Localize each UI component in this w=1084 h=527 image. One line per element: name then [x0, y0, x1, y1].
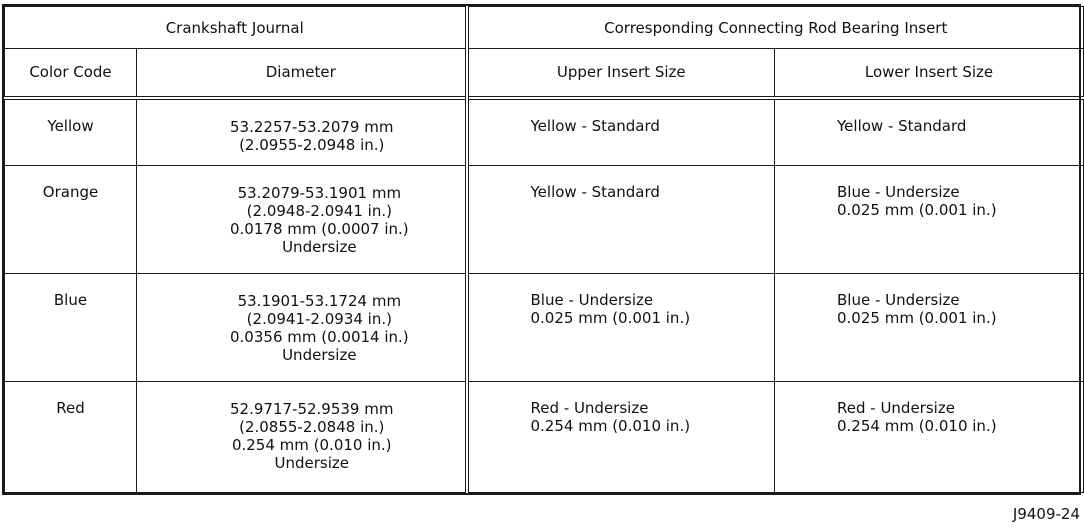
- table-row: [5, 166, 1084, 273]
- upper-insert-line: Blue - Undersize: [530, 290, 654, 309]
- bearing-table: [4, 6, 1084, 493]
- table-row: [5, 98, 1084, 166]
- diameter-line: (2.0948-2.0941 in.): [246, 202, 392, 221]
- table-row: [5, 273, 1084, 382]
- diameter-line: (2.0955-2.0948 in.): [239, 135, 385, 154]
- upper-insert-line: Yellow - Standard: [530, 116, 660, 135]
- diameter-line: 53.2079-53.1901 mm: [237, 184, 402, 203]
- diameter-cell: [137, 273, 467, 382]
- column-header-color-code: Color Code: [5, 49, 137, 98]
- diameter-line: 0.254 mm (0.010 in.): [231, 436, 392, 455]
- lower-insert-cell: [775, 273, 1084, 382]
- lower-insert-line: Yellow - Standard: [837, 116, 967, 135]
- upper-insert-line: Red - Undersize: [530, 399, 649, 418]
- diameter-cell: [137, 98, 467, 166]
- figure-id: J9409-24: [1012, 505, 1080, 523]
- group-header-connecting-rod-insert: Corresponding Connecting Rod Bearing Insert: [467, 7, 1084, 49]
- color-code-blue: Blue: [53, 290, 88, 309]
- color-code-red: Red: [56, 399, 85, 418]
- upper-insert-cell: [467, 98, 775, 166]
- color-code-cell: [5, 98, 137, 166]
- diameter-cell: [137, 382, 467, 493]
- diameter-line: 0.0178 mm (0.0007 in.): [230, 220, 409, 239]
- column-header-diameter: Diameter: [137, 49, 467, 98]
- diameter-line: 52.9717-52.9539 mm: [230, 400, 394, 419]
- group-header-row: [5, 7, 1084, 49]
- upper-insert-line: 0.025 mm (0.001 in.): [530, 308, 691, 327]
- lower-insert-line: Blue - Undersize: [837, 183, 960, 202]
- lower-insert-cell: [775, 382, 1084, 493]
- lower-insert-cell: [775, 166, 1084, 273]
- column-header-upper-insert: Upper Insert Size: [467, 49, 775, 98]
- lower-insert-line: 0.025 mm (0.001 in.): [837, 308, 997, 327]
- upper-insert-cell: [467, 273, 775, 382]
- color-code-cell: [5, 273, 137, 382]
- bearing-selection-table: [2, 4, 1081, 495]
- lower-insert-cell: [775, 98, 1084, 166]
- color-code-yellow: Yellow: [47, 116, 94, 135]
- group-header-crankshaft-journal: Crankshaft Journal: [5, 7, 467, 49]
- diameter-line: Undersize: [274, 454, 349, 473]
- column-header-lower-insert: Lower Insert Size: [775, 49, 1084, 98]
- lower-insert-line: 0.025 mm (0.001 in.): [837, 201, 997, 220]
- lower-insert-line: Blue - Undersize: [837, 290, 960, 309]
- diameter-line: Undersize: [282, 345, 357, 364]
- column-header-row: [5, 49, 1084, 98]
- diameter-line: (2.0855-2.0848 in.): [239, 418, 385, 437]
- lower-insert-line: 0.254 mm (0.010 in.): [837, 417, 997, 436]
- diameter-line: (2.0941-2.0934 in.): [246, 309, 392, 328]
- upper-insert-cell: [467, 166, 775, 273]
- color-code-cell: [5, 382, 137, 493]
- upper-insert-line: 0.254 mm (0.010 in.): [530, 417, 691, 436]
- table-row: [5, 382, 1084, 493]
- upper-insert-line: Yellow - Standard: [530, 183, 660, 202]
- diameter-line: Undersize: [282, 238, 357, 257]
- color-code-orange: Orange: [42, 183, 99, 202]
- diameter-line: 53.2257-53.2079 mm: [230, 117, 394, 136]
- upper-insert-cell: [467, 382, 775, 493]
- diameter-line: 53.1901-53.1724 mm: [237, 291, 402, 310]
- color-code-cell: [5, 166, 137, 273]
- lower-insert-line: Red - Undersize: [837, 399, 955, 418]
- diameter-line: 0.0356 mm (0.0014 in.): [230, 327, 409, 346]
- diameter-cell: [137, 166, 467, 273]
